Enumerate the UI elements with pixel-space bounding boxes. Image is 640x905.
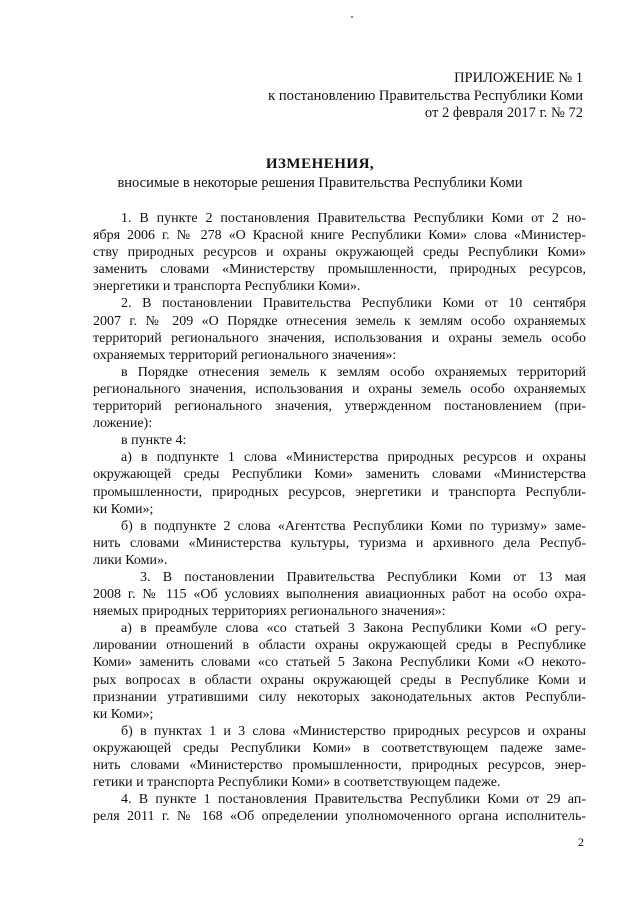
body-line: 2. В постановлении Правительства Республики Коми от 10 сентября [121, 296, 586, 312]
body-line: охраняемых территорий регионального значения»: [93, 347, 397, 363]
body-line: нить словами «Министерство промышленности, природных ресурсов, энер- [93, 758, 586, 773]
body-line: территорий регионального значения, использования и охраны земель особо [93, 330, 586, 346]
body-line: 2007 г. № 209 «О Порядке отнесения земель к землям особо охраняемых [93, 313, 586, 329]
document-subtitle: вносимые в некоторые решения Правительства Республики Коми [117, 175, 523, 191]
body-line: в Порядке отнесения земель к землям особо охраняемых территорий [121, 364, 586, 380]
body-line: нить словами «Министерства культуры, туризма и архивного дела Респуб- [93, 535, 586, 551]
body-line: территорий регионального значения, утвержденном постановлением (при- [93, 399, 586, 415]
body-line: окружающей среды Республики Коми» заменить словами «Министерства [93, 467, 586, 483]
body-line: 2008 г. № 115 «Об условиях выполнения авиационных работ на особо охра- [93, 587, 586, 603]
body-line: а) в преамбуле слова «со статьей 3 Закона Республики Коми «О регу- [121, 621, 586, 637]
scan-speck [351, 16, 353, 18]
body-line: регионального значения, использования и охраны земель особо охраняемых [93, 381, 586, 397]
body-line: лики Коми». [93, 552, 168, 568]
appendix-reference: к постановлению Правительства Республики Коми [268, 87, 583, 104]
body-line: 1. В пункте 2 постановления Правительства Республики Коми от 2 но- [121, 211, 586, 226]
body-line: ству природных ресурсов и охраны окружающей среды Республики Коми» [93, 245, 586, 261]
appendix-header [268, 70, 583, 123]
appendix-number: ПРИЛОЖЕНИЕ № 1 [454, 70, 583, 86]
appendix-date: от 2 февраля 2017 г. № 72 [424, 105, 583, 121]
body-line: гетики и транспорта Республики Коми» в соответствующем падеже. [93, 775, 501, 791]
page-number: 2 [578, 835, 584, 849]
body-line: няемых природных территориях регионального значения»: [93, 604, 446, 620]
body-line: б) в подпункте 2 слова «Агентства Республики Коми по туризму» заме- [121, 518, 586, 534]
body-line: окружающей среды Республики Коми» в соответствующем падеже заме- [93, 740, 586, 756]
body-line: а) в подпункте 1 слова «Министерства природных ресурсов и охраны [121, 450, 586, 466]
body-line: промышленности, природных ресурсов, энергетики и транспорта Республи- [93, 484, 586, 500]
body-line: энергетики и транспорта Республики Коми». [93, 279, 361, 295]
body-line: в пункте 4: [121, 433, 187, 449]
body-line: Коми» заменить словами «со статьей 5 Закона Республики Коми «О некото- [93, 655, 586, 671]
body-line: реля 2011 г. № 168 «Об определении уполномоченного органа исполнитель- [93, 809, 586, 825]
document-body [93, 210, 586, 825]
body-line: ки Коми»; [93, 501, 154, 517]
body-line: заменить словами «Министерству промышленности, природных ресурсов, [93, 262, 586, 278]
body-line: признании утратившими силу некоторых законодательных актов Республи- [93, 689, 586, 705]
body-line: б) в пунктах 1 и 3 слова «Министерство природных ресурсов и охраны [121, 723, 586, 739]
body-line: 3. В постановлении Правительства Республики Коми от 13 мая [140, 569, 586, 585]
body-line: ложение): [93, 416, 153, 432]
body-line: ября 2006 г. № 278 «О Красной книге Республики Коми» слова «Министер- [93, 228, 586, 244]
body-line: 4. В пункте 1 постановления Правительства Республики Коми от 29 ап- [121, 792, 586, 808]
body-line: лировании отношений в области охраны окружающей среды в Республике [93, 638, 586, 654]
body-line: ки Коми»; [93, 706, 154, 722]
document-title: ИЗМЕНЕНИЯ, [265, 156, 375, 172]
body-line: рых вопросах в области охраны окружающей среды в Республике Коми и [93, 672, 586, 688]
